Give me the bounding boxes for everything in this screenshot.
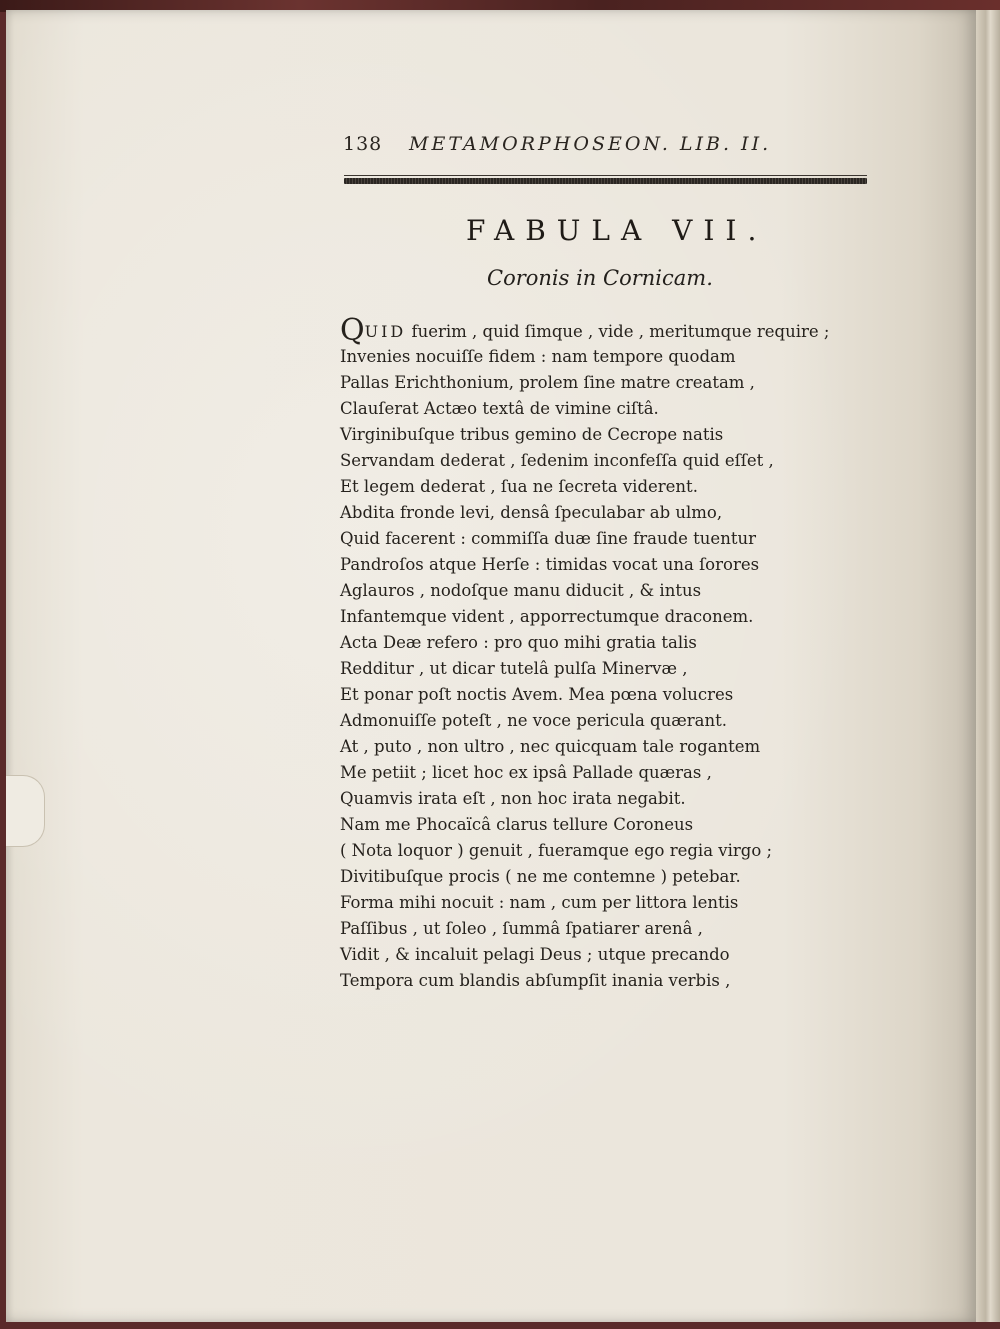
verse-line: Servandam dederat , ſedenim inconfeſſa quid eſſet , [340, 451, 774, 470]
verse-line: Quid facerent : commiſſa duæ ſine fraude tuentur [340, 529, 756, 548]
verse-line: Acta Deæ refero : pro quo mihi gratia talis [340, 633, 697, 652]
verse-line: Aglauros , nodoſque manu diducit , & intus [340, 581, 702, 600]
verse-line: Quamvis irata eſt , non hoc irata negabit. [340, 789, 686, 808]
verse-block [340, 313, 880, 994]
page-number: 138 [343, 133, 383, 155]
verse-line: Paſſibus , ut ſoleo , ſummâ ſpatiarer arenâ , [340, 919, 703, 938]
drop-initial: Q [340, 313, 365, 348]
verse-line-first [340, 313, 880, 348]
verse-line: Pandroſos atque Herſe : timidas vocat una ſorores [340, 555, 760, 574]
verse-line: ( Nota loquor ) genuit , fueramque ego regia virgo ; [340, 841, 773, 860]
verse-line: Divitibuſque procis ( ne me contemne ) petebar. [340, 867, 741, 886]
verse-line: Tempora cum blandis abſumpſit inania verbis , [340, 971, 731, 990]
verse-line: At , puto , non ultro , nec quicquam tale rogantem [340, 737, 761, 756]
verse-line: Redditur , ut dicar tutelâ pulſa Minervæ , [340, 659, 688, 678]
fable-title: FABULA VII. [466, 214, 768, 247]
verse-line: Admonuiſſe poteſt , ne voce pericula quærant. [340, 711, 727, 730]
verse-line: Virginibuſque tribus gemino de Cecrope natis [340, 425, 724, 444]
verse-line: Invenies nocuiſſe fidem : nam tempore quodam [340, 347, 736, 366]
verse-line: Et ponar poſt noctis Avem. Mea pœna volucres [340, 685, 734, 704]
verse-line: Abdita fronde levi, densâ ſpeculabar ab ulmo, [340, 503, 723, 522]
verse-line: Pallas Erichthonium, prolem ſine matre creatam , [340, 373, 755, 392]
fable-subtitle: Coronis in Cornicam. [487, 266, 713, 290]
page-edge [976, 10, 1000, 1322]
running-title: METAMORPHOSEON. LIB. II. [409, 133, 772, 155]
page-tab-mark [6, 775, 45, 847]
verse-line: Forma mihi nocuit : nam , cum per littora lentis [340, 893, 739, 912]
running-head [343, 131, 813, 159]
verse-line: Vidit , & incaluit pelagi Deus ; utque precando [340, 945, 730, 964]
first-line-text: fuerim , quid ſimque , vide , meritumque require ; [406, 322, 830, 341]
verse-line: Et legem dederat , ſua ne ſecreta viderent. [340, 477, 698, 496]
verse-line: Nam me Phocaïcâ clarus tellure Coroneus [340, 815, 694, 834]
verse-line: Clauſerat Actæo textâ de vimine ciſtâ. [340, 399, 659, 418]
verse-line: Infantemque vident , apporrectumque draconem. [340, 607, 754, 626]
verse-line: Me petiit ; licet hoc ex ipsâ Pallade quæras , [340, 763, 712, 782]
header-rule [344, 178, 867, 184]
initial-caps: UID [364, 322, 407, 341]
